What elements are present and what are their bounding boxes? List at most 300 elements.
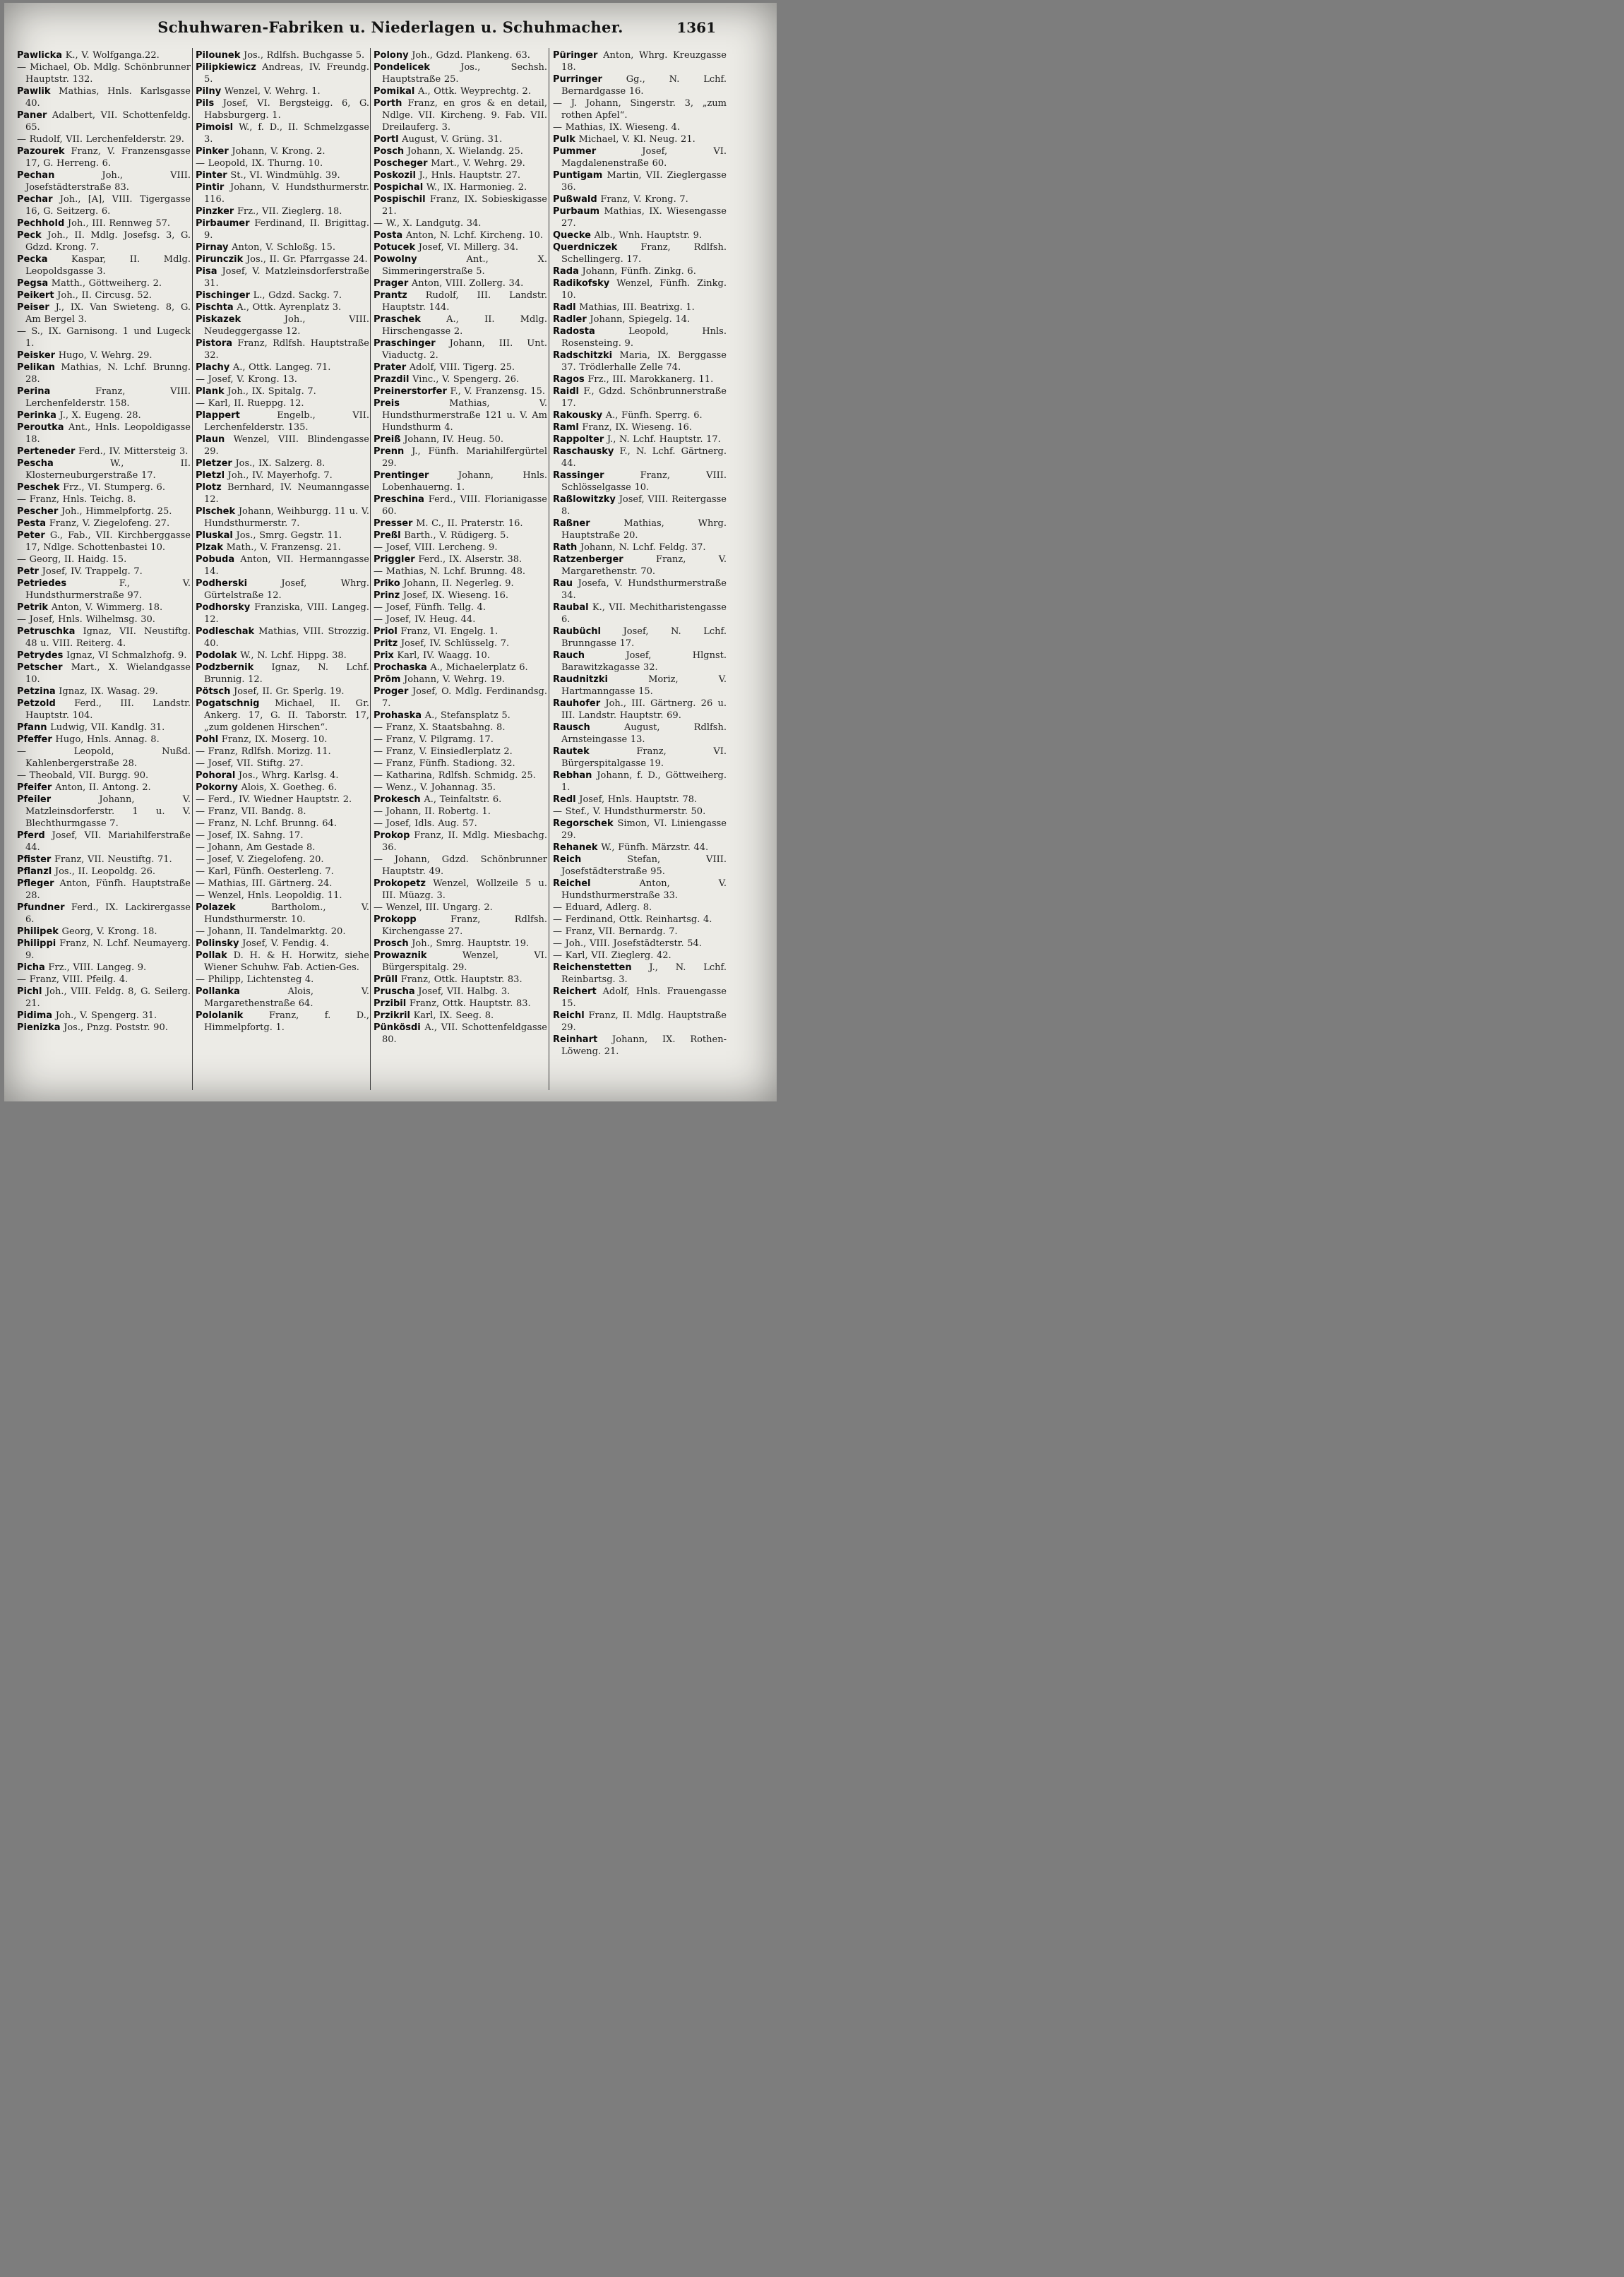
directory-entry	[196, 830, 369, 842]
entry-details: — S., IX. Garnisong. 1 und Lugeck 1.	[17, 326, 191, 349]
entry-surname: Pokorny	[196, 782, 238, 793]
directory-entry	[553, 938, 727, 950]
entry-details: Franz, Rdlfsh. Schellingerg. 17.	[561, 242, 727, 265]
directory-entry	[17, 734, 191, 746]
entry-details: A., Stefansplatz 5.	[422, 710, 511, 721]
entry-details: Franz, f. D., Himmelpfortg. 1.	[204, 1010, 369, 1033]
entry-details: August, V. Grüng. 31.	[398, 134, 503, 145]
entry-details: Joh., III. Rennweg 57.	[64, 218, 171, 229]
directory-entry	[374, 554, 547, 566]
entry-details: Mart., X. Wielandgasse 10.	[25, 662, 191, 685]
entry-surname: Petrydes	[17, 650, 64, 661]
entry-details: Franz, II. Mdlg. Miesbachg. 36.	[382, 830, 547, 853]
entry-surname: Rauch	[553, 650, 585, 661]
directory-entry	[196, 818, 369, 830]
directory-entry	[553, 229, 727, 241]
entry-surname: Philippi	[17, 938, 56, 949]
directory-entry	[196, 157, 369, 169]
directory-entry	[196, 506, 369, 530]
entry-surname: Prokesch	[374, 794, 421, 805]
entry-details: Josef, Whrg. Gürtelstraße 12.	[204, 578, 369, 601]
directory-entry	[374, 241, 547, 253]
entry-details: Ferd., IV. Mittersteig 3.	[75, 446, 189, 457]
directory-entry	[17, 289, 191, 301]
entry-details: Matth., Göttweiherg. 2.	[48, 278, 162, 289]
entry-surname: Rakousky	[553, 410, 603, 421]
entry-surname: Pidima	[17, 1010, 53, 1021]
directory-entry	[374, 157, 547, 169]
entry-surname: Paner	[17, 110, 47, 121]
entry-surname: Raßner	[553, 518, 590, 529]
directory-entry	[196, 470, 369, 482]
entry-details: Franz, V. Ziegelofeng. 27.	[46, 518, 170, 529]
entry-surname: Pesta	[17, 518, 47, 529]
entry-details: Ignaz, N. Lchf. Brunnig. 12.	[204, 662, 369, 685]
entry-details: — Eduard, Adlerg. 8.	[553, 902, 652, 913]
entry-details: Ignaz, VII. Neustiftg. 48 u. VIII. Reiterg. 4.	[25, 626, 191, 649]
entry-details: A., Ottk. Langeg. 71.	[229, 362, 331, 373]
directory-entry	[17, 506, 191, 518]
entry-surname: Plank	[196, 386, 225, 397]
directory-entry	[17, 253, 191, 277]
entry-surname: Regorschek	[553, 818, 614, 829]
entry-details: Johann, V. Wehrg. 19.	[400, 674, 505, 685]
entry-details: — Wenz., V. Johannag. 35.	[374, 782, 496, 793]
directory-entry	[553, 494, 727, 518]
directory-entry	[553, 986, 727, 1010]
directory-entry	[374, 217, 547, 229]
directory-entry	[374, 578, 547, 590]
directory-entry	[374, 337, 547, 361]
entry-surname: Pescher	[17, 506, 59, 517]
directory-entry	[553, 674, 727, 698]
entry-details: Kaspar, II. Mdlg. Leopoldsgasse 3.	[25, 254, 191, 277]
directory-entry	[17, 349, 191, 361]
entry-details: — Leopold, Nußd. Kahlenbergerstraße 28.	[17, 746, 191, 769]
directory-entry	[17, 986, 191, 1010]
entry-details: Wenzel, Fünfh. Zinkg. 10.	[561, 278, 727, 301]
entry-details: Franz, Ottk. Hauptstr. 83.	[406, 998, 531, 1009]
entry-details: — Wenzel, III. Ungarg. 2.	[374, 902, 493, 913]
entry-details: Josef, VI. Millerg. 34.	[415, 242, 518, 253]
directory-entry	[374, 361, 547, 373]
entry-surname: Rath	[553, 542, 578, 553]
entry-details: J., N. Lchf. Reinbartsg. 3.	[561, 962, 727, 985]
entry-surname: Pilny	[196, 86, 222, 97]
entry-details: Engelb., VII. Lerchenfelderstr. 135.	[204, 410, 369, 433]
entry-details: F., N. Lchf. Gärtnerg. 44.	[561, 446, 727, 469]
directory-entry	[17, 109, 191, 133]
entry-details: Math., V. Franzensg. 21.	[222, 542, 341, 553]
entry-details: Joh., Himmelpfortg. 25.	[58, 506, 172, 517]
entry-surname: Pruscha	[374, 986, 415, 997]
directory-entry	[17, 770, 191, 782]
directory-entry	[17, 229, 191, 253]
entry-details: Jos., Pnzg. Poststr. 90.	[60, 1022, 168, 1033]
directory-entry	[196, 758, 369, 770]
entry-details: — Josef, VII. Stiftg. 27.	[196, 758, 304, 769]
directory-entry	[17, 169, 191, 193]
entry-details: Wenzel, V. Wehrg. 1.	[221, 86, 321, 97]
directory-entry	[196, 410, 369, 434]
entry-surname: Polinsky	[196, 938, 239, 949]
entry-surname: Pfeiler	[17, 794, 52, 805]
entry-surname: Podherski	[196, 578, 248, 589]
entry-details: Anton, VIII. Zollerg. 34.	[408, 278, 524, 289]
entry-surname: Poscheger	[374, 158, 428, 169]
entry-surname: Pinzker	[196, 206, 234, 217]
entry-surname: Preschina	[374, 494, 424, 505]
entry-surname: Pfleger	[17, 878, 54, 889]
entry-details: Frz., VII. Zieglerg. 18.	[234, 206, 342, 217]
entry-surname: Preinerstorfer	[374, 386, 447, 397]
entry-surname: Perteneder	[17, 446, 76, 457]
entry-details: — Wenzel, Hnls. Leopoldig. 11.	[196, 890, 342, 901]
directory-entry	[374, 398, 547, 434]
directory-entry	[553, 818, 727, 842]
entry-details: Simon, VI. Liniengasse 29.	[561, 818, 727, 841]
directory-entry	[196, 554, 369, 578]
entry-surname: Posta	[374, 230, 403, 241]
entry-details: Ignaz, IX. Wasag. 29.	[55, 686, 158, 697]
entry-details: — Mathias, III. Gärtnerg. 24.	[196, 878, 333, 889]
directory-entry	[196, 602, 369, 626]
entry-details: Adalbert, VII. Schottenfeldg. 65.	[25, 110, 191, 133]
page-header	[4, 18, 777, 40]
entry-details: Joh., III. Gärtnerg. 26 u. III. Landstr. Hauptstr. 69.	[561, 698, 727, 721]
entry-details: Barth., V. Rüdigerg. 5.	[400, 530, 509, 541]
directory-entry	[553, 878, 727, 902]
entry-details: — Karl, II. Rueppg. 12.	[196, 398, 304, 409]
entry-details: Josef, V. Matzleinsdorferstraße 31.	[204, 266, 369, 289]
entry-details: — Philipp, Lichtensteg 4.	[196, 974, 314, 985]
directory-entry	[196, 253, 369, 265]
directory-entry	[196, 578, 369, 602]
directory-entry	[553, 902, 727, 914]
entry-details: Mathias, Whrg. Hauptstraße 20.	[561, 518, 727, 541]
entry-details: Josef, IV. Schlüsselg. 7.	[398, 638, 510, 649]
directory-entry	[17, 482, 191, 494]
entry-surname: Reichert	[553, 986, 597, 997]
entry-details: Joh., VIII. Josefstädterstraße 83.	[25, 170, 191, 193]
entry-details: Rudolf, III. Landstr. Hauptstr. 144.	[382, 290, 547, 313]
entry-details: — W., X. Landgutg. 34.	[374, 218, 482, 229]
entry-surname: Pfundner	[17, 902, 65, 913]
entry-surname: Pomikal	[374, 86, 415, 97]
entry-surname: Rausch	[553, 722, 590, 733]
entry-surname: Philipek	[17, 926, 59, 937]
entry-details: Karl, IX. Seeg. 8.	[410, 1010, 494, 1021]
entry-details: Josef, N. Lchf. Brunngasse 17.	[561, 626, 727, 649]
entry-details: D. H. & H. Horwitz, siehe Wiener Schuhw. Fab. Actien-Ges.	[204, 950, 369, 973]
directory-entry	[553, 325, 727, 349]
entry-surname: Prokop	[374, 830, 410, 841]
entry-surname: Reinhart	[553, 1034, 598, 1045]
directory-entry	[196, 217, 369, 241]
entry-details: — Josef, VIII. Lercheng. 9.	[374, 542, 498, 553]
directory-entry	[17, 866, 191, 878]
directory-entry	[196, 97, 369, 121]
directory-entry	[196, 794, 369, 806]
entry-details: — Franz, Fünfh. Stadiong. 32.	[374, 758, 515, 769]
entry-details: F., Gdzd. Schönbrunnerstraße 17.	[561, 386, 727, 409]
entry-surname: Priko	[374, 578, 400, 589]
entry-details: F., V. Hundsthurmerstraße 97.	[25, 578, 191, 601]
directory-entry	[553, 518, 727, 542]
directory-entry	[196, 770, 369, 782]
entry-details: Franz, II. Mdlg. Hauptstraße 29.	[561, 1010, 727, 1033]
directory-entry	[196, 926, 369, 938]
entry-details: Anton, N. Lchf. Kircheng. 10.	[402, 230, 544, 241]
entry-details: Joh., VIII. Neudeggergasse 12.	[204, 314, 369, 337]
directory-entry	[196, 61, 369, 85]
entry-surname: Pimoisl	[196, 122, 234, 133]
directory-entry	[374, 313, 547, 337]
directory-entry	[196, 746, 369, 758]
entry-surname: Podolak	[196, 650, 237, 661]
entry-surname: Priol	[374, 626, 398, 637]
directory-entry	[374, 542, 547, 554]
entry-details: — Franz, N. Lchf. Brunng. 64.	[196, 818, 337, 829]
entry-details: — Franz, V. Pilgramg. 17.	[374, 734, 494, 745]
directory-entry	[196, 458, 369, 470]
entry-surname: Preiß	[374, 434, 401, 445]
entry-details: L., Gdzd. Sackg. 7.	[249, 290, 342, 301]
entry-details: Johann, V. Krong. 2.	[228, 146, 326, 157]
directory-entry	[17, 554, 191, 566]
directory-entry	[17, 422, 191, 446]
entry-details: Gg., N. Lchf. Bernardgasse 16.	[561, 74, 727, 97]
directory-entry	[196, 878, 369, 890]
directory-entry	[374, 854, 547, 878]
entry-surname: Perina	[17, 386, 51, 397]
directory-entry	[553, 73, 727, 97]
directory-entry	[196, 301, 369, 313]
entry-details: Adolf, Hnls. Frauengasse 15.	[561, 986, 727, 1009]
directory-entry	[17, 782, 191, 794]
entry-surname: Preßl	[374, 530, 401, 541]
entry-details: — Franz, VII. Bandg. 8.	[196, 806, 306, 817]
entry-surname: Pichl	[17, 986, 42, 997]
entry-details: Anton, Whrg. Kreuzgasse 18.	[561, 50, 727, 73]
entry-surname: Picha	[17, 962, 45, 973]
entry-details: Franz, en gros & en detail, Ndlge. VII. Kircheng. 9. Fab. VII. Dreilauferg. 3.	[382, 98, 547, 133]
directory-entry	[374, 830, 547, 854]
entry-surname: Radl	[553, 302, 576, 313]
entry-surname: Prüll	[374, 974, 398, 985]
directory-entry	[17, 277, 191, 289]
entry-details: Moriz, V. Hartmanngasse 15.	[561, 674, 727, 697]
entry-details: Johann, f. D., Göttweiherg. 1.	[561, 770, 727, 793]
directory-entry	[196, 434, 369, 458]
page-number: 1361	[676, 19, 716, 36]
entry-details: Anton, V. Schloßg. 15.	[228, 242, 335, 253]
directory-entry	[374, 770, 547, 782]
directory-entry	[17, 530, 191, 554]
entry-surname: Pirnay	[196, 242, 229, 253]
directory-entry	[553, 301, 727, 313]
directory-entry	[374, 145, 547, 157]
entry-details: M. C., II. Praterstr. 16.	[412, 518, 523, 529]
entry-surname: Prager	[374, 278, 409, 289]
directory-entry	[553, 1034, 727, 1058]
directory-entry	[553, 205, 727, 229]
directory-entry	[374, 902, 547, 914]
directory-entry	[17, 85, 191, 109]
entry-surname: Radler	[553, 314, 587, 325]
directory-entry	[553, 626, 727, 650]
entry-details: Franz, IX. Sobieskigasse 21.	[382, 194, 547, 217]
entry-details: Karl, IV. Waagg. 10.	[393, 650, 490, 661]
entry-surname: Pfeffer	[17, 734, 52, 745]
entry-details: Anton, VII. Hermanngasse 14.	[204, 554, 369, 577]
entry-surname: Poskozil	[374, 170, 416, 181]
entry-details: Ludwig, VII. Kandlg. 31.	[47, 722, 165, 733]
directory-entry	[553, 698, 727, 722]
entry-surname: Raidl	[553, 386, 580, 397]
directory-entry	[196, 542, 369, 554]
entry-details: Mathias, IX. Wiesengasse 27.	[561, 206, 727, 229]
directory-entry	[17, 386, 191, 410]
entry-surname: Piskazek	[196, 314, 241, 325]
entry-details: Mathias, V. Hundsthurmerstraße 121 u. V. Am Hundsthurm 4.	[382, 398, 547, 433]
directory-entry	[17, 650, 191, 662]
entry-details: Mathias, VIII. Strozzig. 40.	[204, 626, 369, 649]
directory-entry	[553, 121, 727, 133]
directory-entry	[553, 842, 727, 854]
directory-column-1	[17, 49, 191, 1091]
directory-entry	[196, 938, 369, 950]
directory-entry	[17, 614, 191, 626]
entry-details: Mart., V. Wehrg. 29.	[427, 158, 525, 169]
directory-entry	[17, 458, 191, 482]
directory-entry	[374, 938, 547, 950]
directory-entry	[196, 398, 369, 410]
entry-details: Franz, Ottk. Hauptstr. 83.	[398, 974, 523, 985]
entry-surname: Pawlicka	[17, 50, 62, 61]
entry-details: Josef, VII. Halbg. 3.	[414, 986, 511, 997]
entry-surname: Przikril	[374, 1010, 410, 1021]
entry-details: Johann, Weihburgg. 11 u. V. Hundsthurmerstr. 7.	[204, 506, 369, 529]
entry-surname: Prohaska	[374, 710, 422, 721]
entry-details: Franz, VI. Bürgerspitalgasse 19.	[561, 746, 727, 769]
directory-entry	[17, 626, 191, 650]
entry-details: A., Ottk. Weyprechtg. 2.	[414, 86, 531, 97]
entry-surname: Porth	[374, 98, 402, 109]
entry-details: Alois, X. Goetheg. 6.	[237, 782, 338, 793]
directory-entry	[553, 746, 727, 770]
entry-details: Josef, VI. Magdalenenstraße 60.	[561, 146, 727, 169]
entry-surname: Petzina	[17, 686, 56, 697]
directory-entry	[196, 361, 369, 373]
entry-surname: Petr	[17, 566, 39, 577]
directory-entry	[17, 1022, 191, 1034]
directory-entry	[196, 662, 369, 686]
directory-entry	[196, 890, 369, 902]
directory-entry	[374, 710, 547, 722]
entry-surname: Rassinger	[553, 470, 604, 481]
directory-entry	[374, 758, 547, 770]
entry-surname: Purbaum	[553, 206, 600, 217]
entry-details: Joh., II. Mdlg. Josefsg. 3, G. Gdzd. Krong. 7.	[25, 230, 191, 253]
entry-surname: Prochaska	[374, 662, 427, 673]
entry-surname: Portl	[374, 134, 399, 145]
directory-entry	[196, 806, 369, 818]
directory-entry	[553, 854, 727, 878]
directory-entry	[17, 566, 191, 578]
entry-surname: Podzbernik	[196, 662, 254, 673]
entry-details: W., f. D., II. Schmelzgasse 3.	[204, 122, 369, 145]
directory-entry	[553, 49, 727, 73]
directory-entry	[374, 434, 547, 446]
directory-entry	[17, 722, 191, 734]
entry-surname: Pechan	[17, 170, 55, 181]
entry-details: K., V. Wolfganga.22.	[62, 50, 160, 61]
entry-details: — Ferd., IV. Wiedner Hauptstr. 2.	[196, 794, 352, 805]
directory-entry	[196, 205, 369, 217]
directory-entry	[374, 253, 547, 277]
directory-entry	[553, 145, 727, 169]
entry-surname: Prosch	[374, 938, 409, 949]
directory-entry	[553, 193, 727, 205]
entry-details: Johann, Spiegelg. 14.	[586, 314, 691, 325]
directory-entry	[374, 61, 547, 85]
entry-details: Joh., Gdzd. Plankeng. 63.	[408, 50, 530, 61]
entry-details: Franz, VIII. Lerchenfelderstr. 158.	[25, 386, 191, 409]
entry-surname: Pazourek	[17, 146, 65, 157]
directory-entry	[196, 482, 369, 506]
entry-details: Ferd., IX. Alserstr. 38.	[414, 554, 523, 565]
directory-entry	[374, 614, 547, 626]
entry-surname: Rada	[553, 266, 579, 277]
directory-entry	[374, 85, 547, 97]
entry-details: — Josef, Fünfh. Tellg. 4.	[374, 602, 486, 613]
directory-page	[4, 3, 777, 1101]
directory-entry	[374, 470, 547, 494]
directory-column-2	[196, 49, 369, 1091]
directory-entry	[374, 181, 547, 193]
directory-entry	[196, 289, 369, 301]
entry-details: Josefa, V. Hundsthurmerstraße 34.	[561, 578, 727, 601]
entry-details: A., Ottk. Ayrenplatz 3.	[233, 302, 342, 313]
directory-entry	[374, 914, 547, 938]
entry-details: — Josef, Idls. Aug. 57.	[374, 818, 477, 829]
entry-details: Josef, Hlgnst. Barawitzkagasse 32.	[561, 650, 727, 673]
entry-details: — Leopold, IX. Thurng. 10.	[196, 158, 323, 169]
entry-surname: Pirunczik	[196, 254, 244, 265]
entry-details: Wenzel, VI. Bürgerspitalg. 29.	[382, 950, 547, 973]
entry-details: J., X. Eugeng. 28.	[56, 410, 141, 421]
directory-entry	[553, 926, 727, 938]
entry-surname: Powolny	[374, 254, 417, 265]
directory-entry	[17, 794, 191, 830]
entry-details: — Franz, X. Staatsbahng. 8.	[374, 722, 506, 733]
entry-surname: Prentinger	[374, 470, 429, 481]
entry-surname: Prantz	[374, 290, 407, 301]
directory-entry	[17, 698, 191, 722]
directory-entry	[17, 830, 191, 854]
entry-details: Jos., II. Leopoldg. 26.	[52, 866, 156, 877]
entry-surname: Radosta	[553, 326, 595, 337]
directory-entry	[553, 241, 727, 265]
entry-details: St., VI. Windmühlg. 39.	[227, 170, 340, 181]
entry-details: Ferd., III. Landstr. Hauptstr. 104.	[25, 698, 191, 721]
entry-details: Hugo, Hnls. Annag. 8.	[52, 734, 160, 745]
directory-entry	[553, 542, 727, 554]
directory-entry	[374, 818, 547, 830]
entry-surname: Priggler	[374, 554, 415, 565]
entry-surname: Raudnitzki	[553, 674, 608, 685]
